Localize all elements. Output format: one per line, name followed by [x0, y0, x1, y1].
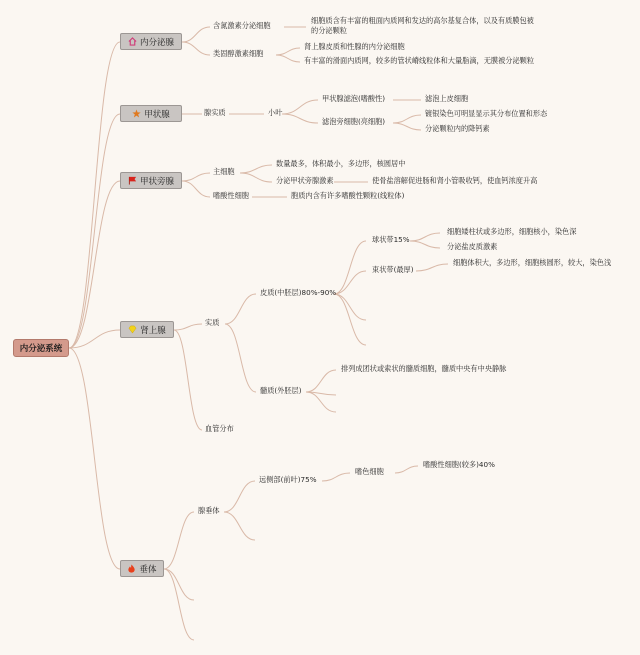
label-parafollicular-detail-2: 分泌颗粒内的降钙素 — [425, 124, 490, 133]
label-zona-glomerulosa: 球状带15% — [372, 235, 410, 244]
label-steroid-hormone-cells: 类固醇激素细胞 — [213, 49, 264, 58]
connector-line — [69, 114, 120, 348]
connector-line — [240, 173, 272, 182]
label-adenohypophysis: 腺垂体 — [198, 506, 220, 515]
label-chief-cell: 主细胞 — [213, 167, 235, 176]
label-thyroid-lobule: 小叶 — [268, 108, 283, 117]
label-parafollicular-cell: 滤泡旁细胞(亮细胞) — [322, 117, 386, 126]
connector-line — [182, 173, 210, 181]
label-follicle-epithelium: 滤泡上皮细胞 — [425, 94, 469, 103]
connector-line — [224, 481, 255, 512]
branch-jiazhuangpangxian[interactable] — [120, 172, 182, 189]
connector-line — [410, 233, 440, 241]
star-icon — [132, 109, 141, 118]
label-adrenal-medulla: 髓质(外胚层) — [260, 386, 302, 395]
flame-icon — [127, 564, 136, 573]
connector-line — [69, 348, 120, 569]
branch-label: 甲状旁腺 — [139, 176, 174, 187]
connector-line — [174, 330, 202, 430]
label-medulla-detail: 排列成团状或索状的髓质细胞，髓质中央有中央静脉 — [341, 364, 507, 373]
connector-line — [69, 42, 120, 348]
connector-line — [182, 181, 210, 197]
label-parafollicular-detail-1: 镀银染色可明显显示其分布位置和形态 — [425, 109, 548, 118]
label-blood-supply: 血管分布 — [205, 424, 234, 433]
connector-line — [174, 324, 202, 330]
connector-line — [182, 27, 210, 42]
branch-label: 肾上腺 — [140, 325, 166, 336]
connector-line — [276, 55, 300, 62]
connector-line — [416, 264, 448, 271]
connector-line — [410, 241, 440, 248]
root-node[interactable] — [13, 339, 69, 357]
connector-line — [164, 569, 194, 600]
connector-line — [225, 324, 256, 392]
connector-line — [393, 123, 421, 130]
connector-line — [240, 165, 272, 173]
branch-chuiti[interactable] — [120, 560, 164, 577]
label-thyroid-parenchyma: 腺实质 — [204, 108, 226, 117]
diamond-icon — [128, 325, 137, 334]
label-oxyphil-detail: 胞质内含有许多嗜酸性颗粒(线粒体) — [291, 191, 405, 200]
label-fasciculata-detail: 细胞体积大，多边形，细胞核圆形，较大，染色浅 — [453, 258, 612, 267]
flag-icon — [128, 176, 137, 185]
connector-line — [334, 294, 366, 320]
branch-label: 甲状腺 — [144, 109, 170, 120]
label-chief-detail-2a: 使骨盐溶解促进肠和肾小管吸收钙，使血钙浓度升高 — [372, 176, 538, 185]
connector-line — [282, 114, 318, 123]
connector-line — [225, 294, 256, 324]
label-steroid-detail-2: 有丰富的滑面内质网，较多的管状嵴线粒体和大量脂滴，无膜被分泌颗粒 — [304, 56, 535, 65]
connector-line — [393, 115, 421, 123]
connector-line — [164, 512, 194, 569]
connector-line — [276, 48, 300, 55]
label-nitrogen-hormone-cells: 含氮激素分泌细胞 — [213, 21, 271, 30]
connector-line — [306, 370, 336, 392]
home-icon — [128, 37, 137, 46]
branch-neifenmi[interactable] — [120, 33, 182, 50]
branch-label: 垂体 — [139, 564, 157, 575]
connector-line — [334, 241, 366, 294]
connector-line — [164, 569, 194, 640]
connector-line — [334, 271, 366, 294]
connector-line — [69, 181, 120, 348]
root-label: 内分泌系统 — [19, 344, 63, 354]
connector-line — [395, 466, 418, 473]
label-adrenal-parenchyma: 实质 — [205, 318, 220, 327]
label-adrenal-cortex: 皮质(中胚层)80%-90% — [260, 288, 337, 297]
label-glomerulosa-detail-1: 细胞矮柱状或多边形，细胞核小，染色深 — [447, 227, 577, 236]
label-nitrogen-hormone-detail: 细胞质含有丰富的粗面内质网和发达的高尔基复合体，以及有质膜包被的分泌颗粒 — [311, 16, 534, 35]
branch-shenshangxian[interactable] — [120, 321, 174, 338]
label-steroid-detail-1: 肾上腺皮质和性腺的内分泌细胞 — [304, 42, 405, 51]
label-follicle-cell: 甲状腺滤泡(嗜酸性) — [322, 94, 386, 103]
branch-label: 内分泌腺 — [139, 37, 174, 48]
branch-jiazhuangxian[interactable] — [120, 105, 182, 122]
connector-line — [224, 512, 255, 540]
label-oxyphil-cell: 嗜酸性细胞 — [213, 191, 249, 200]
connector-line — [282, 100, 318, 114]
label-chromophil-cell: 嗜色细胞 — [355, 467, 384, 476]
label-chief-detail-2: 分泌甲状旁腺激素 — [276, 176, 334, 185]
label-glomerulosa-detail-2: 分泌盐皮质激素 — [447, 242, 498, 251]
label-pars-distalis: 远侧部(前叶)75% — [259, 475, 317, 484]
label-zona-fasciculata: 束状带(最厚) — [372, 265, 414, 274]
label-chief-detail-1: 数量最多，体积最小，多边形，核圆居中 — [276, 159, 406, 168]
connector-line — [322, 473, 350, 481]
connector-line — [182, 42, 210, 55]
label-acidophil-cell: 嗜酸性细胞(较多)40% — [423, 460, 495, 469]
